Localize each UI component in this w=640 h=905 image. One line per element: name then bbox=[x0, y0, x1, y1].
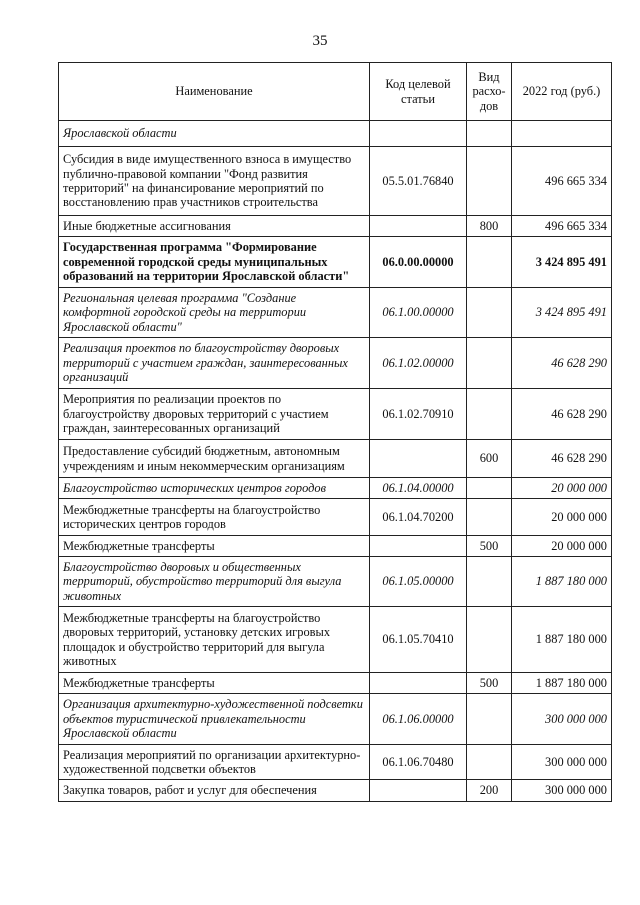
table-row bbox=[59, 780, 612, 802]
row-amount: 46 628 290 bbox=[512, 389, 612, 440]
row-type bbox=[467, 338, 512, 389]
row-code bbox=[370, 673, 467, 694]
row-code: 06.1.00.00000 bbox=[370, 288, 467, 338]
row-name: Межбюджетные трансферты на благоустройство исторических центров городов bbox=[59, 499, 370, 536]
row-code: 06.1.02.70910 bbox=[370, 389, 467, 440]
row-code bbox=[370, 121, 467, 147]
row-code: 06.1.04.70200 bbox=[370, 499, 467, 536]
row-name: Организация архитектурно-художественной подсветки объектов туристической привлекательности Ярославской области bbox=[59, 694, 370, 745]
row-code: 06.1.04.00000 bbox=[370, 478, 467, 499]
row-type bbox=[467, 499, 512, 536]
row-type bbox=[467, 389, 512, 440]
row-amount: 300 000 000 bbox=[512, 780, 612, 802]
row-code: 05.5.01.76840 bbox=[370, 147, 467, 216]
row-amount: 300 000 000 bbox=[512, 694, 612, 745]
row-amount: 20 000 000 bbox=[512, 499, 612, 536]
table-row bbox=[59, 536, 612, 557]
row-code: 06.1.06.00000 bbox=[370, 694, 467, 745]
table-row bbox=[59, 147, 612, 216]
row-code bbox=[370, 216, 467, 237]
row-name: Межбюджетные трансферты bbox=[59, 673, 370, 694]
row-code: 06.1.06.70480 bbox=[370, 745, 467, 780]
row-name: Региональная целевая программа "Создание комфортной городской среды на территории Ярославской области" bbox=[59, 288, 370, 338]
table-body bbox=[59, 121, 612, 802]
row-type bbox=[467, 478, 512, 499]
table-row bbox=[59, 745, 612, 780]
row-amount: 46 628 290 bbox=[512, 338, 612, 389]
row-code: 06.0.00.00000 bbox=[370, 237, 467, 288]
row-name: Реализация проектов по благоустройству дворовых территорий с участием граждан, заинтересованных организаций bbox=[59, 338, 370, 389]
row-amount: 1 887 180 000 bbox=[512, 607, 612, 673]
row-type: 500 bbox=[467, 673, 512, 694]
header-code: Код целевой статьи bbox=[370, 63, 467, 121]
row-code bbox=[370, 536, 467, 557]
table-row bbox=[59, 478, 612, 499]
row-amount: 1 887 180 000 bbox=[512, 557, 612, 607]
table-row bbox=[59, 389, 612, 440]
row-amount: 20 000 000 bbox=[512, 536, 612, 557]
row-type: 600 bbox=[467, 440, 512, 478]
row-amount: 1 887 180 000 bbox=[512, 673, 612, 694]
table-row bbox=[59, 440, 612, 478]
table-row bbox=[59, 499, 612, 536]
row-name: Благоустройство дворовых и общественных территорий, обустройство территорий для выгула животных bbox=[59, 557, 370, 607]
row-name: Субсидия в виде имущественного взноса в имущество публично-правовой компании "Фонд развития территорий" на финансирование мероприятий по восстановлению прав участников строительства bbox=[59, 147, 370, 216]
row-code bbox=[370, 780, 467, 802]
header-amount: 2022 год (руб.) bbox=[512, 63, 612, 121]
table-row bbox=[59, 557, 612, 607]
row-name: Предоставление субсидий бюджетным, автономным учреждениям и иным некоммерческим организациям bbox=[59, 440, 370, 478]
row-name: Реализация мероприятий по организации архитектурно-художественной подсветки объектов bbox=[59, 745, 370, 780]
row-type: 800 bbox=[467, 216, 512, 237]
row-name: Государственная программа "Формирование современной городской среды муниципальных образований на территории Ярославской области" bbox=[59, 237, 370, 288]
row-type bbox=[467, 288, 512, 338]
row-type: 200 bbox=[467, 780, 512, 802]
row-name: Благоустройство исторических центров городов bbox=[59, 478, 370, 499]
row-type bbox=[467, 694, 512, 745]
header-name: Наименование bbox=[59, 63, 370, 121]
row-amount: 496 665 334 bbox=[512, 147, 612, 216]
row-name: Иные бюджетные ассигнования bbox=[59, 216, 370, 237]
table-row bbox=[59, 338, 612, 389]
row-amount: 300 000 000 bbox=[512, 745, 612, 780]
row-code: 06.1.05.00000 bbox=[370, 557, 467, 607]
table-row bbox=[59, 237, 612, 288]
row-amount bbox=[512, 121, 612, 147]
row-name: Мероприятия по реализации проектов по благоустройству дворовых территорий с участием граждан, заинтересованных организаций bbox=[59, 389, 370, 440]
row-name: Закупка товаров, работ и услуг для обеспечения bbox=[59, 780, 370, 802]
table-row bbox=[59, 607, 612, 673]
row-name: Межбюджетные трансферты на благоустройство дворовых территорий, установку детских игровых площадок и обустройство территорий для выгула животных bbox=[59, 607, 370, 673]
row-amount: 496 665 334 bbox=[512, 216, 612, 237]
page-number: 35 bbox=[312, 33, 328, 49]
table-row bbox=[59, 694, 612, 745]
row-amount: 3 424 895 491 bbox=[512, 288, 612, 338]
row-name: Ярославской области bbox=[59, 121, 370, 147]
row-type bbox=[467, 607, 512, 673]
row-type bbox=[467, 147, 512, 216]
row-amount: 20 000 000 bbox=[512, 478, 612, 499]
header-type: Вид расхо-дов bbox=[467, 63, 512, 121]
row-code: 06.1.02.00000 bbox=[370, 338, 467, 389]
table-header-row bbox=[59, 63, 612, 121]
row-name: Межбюджетные трансферты bbox=[59, 536, 370, 557]
table-row bbox=[59, 673, 612, 694]
row-amount: 46 628 290 bbox=[512, 440, 612, 478]
row-type: 500 bbox=[467, 536, 512, 557]
row-type bbox=[467, 121, 512, 147]
row-code bbox=[370, 440, 467, 478]
row-type bbox=[467, 557, 512, 607]
row-amount: 3 424 895 491 bbox=[512, 237, 612, 288]
table-row bbox=[59, 216, 612, 237]
row-type bbox=[467, 237, 512, 288]
table-row bbox=[59, 121, 612, 147]
table-row bbox=[59, 288, 612, 338]
row-code: 06.1.05.70410 bbox=[370, 607, 467, 673]
row-type bbox=[467, 745, 512, 780]
budget-table bbox=[58, 62, 612, 802]
